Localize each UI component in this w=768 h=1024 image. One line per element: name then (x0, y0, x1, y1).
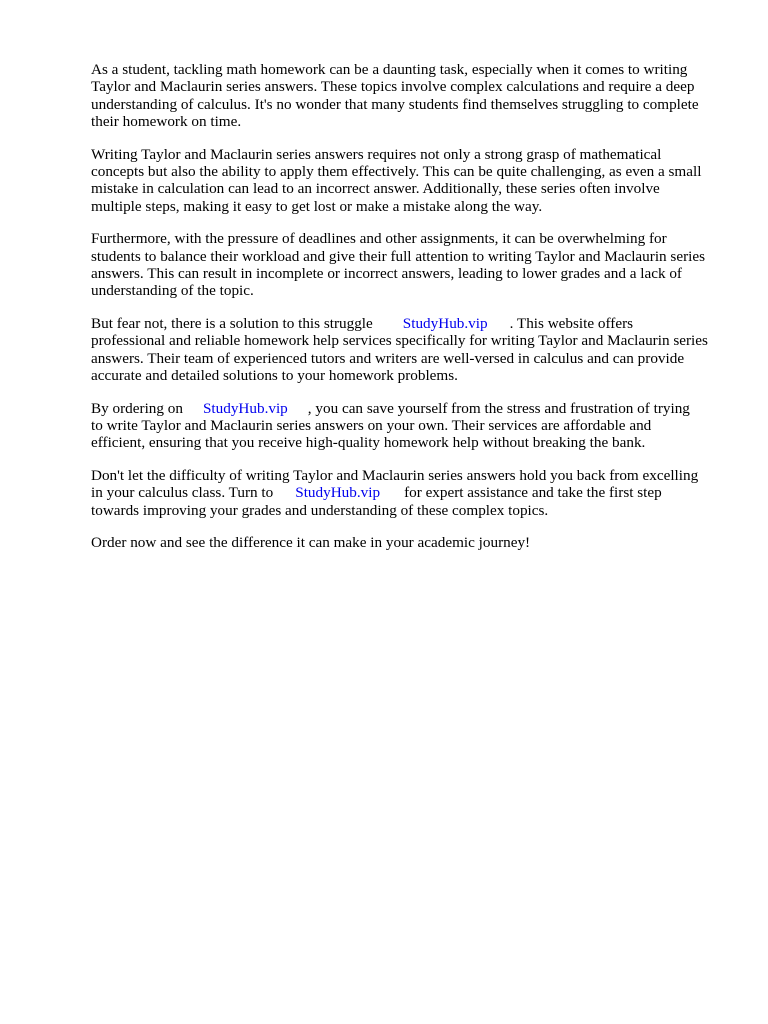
paragraph-intro (91, 61, 731, 131)
text-segment: . This website offers (509, 314, 634, 332)
studyhub-link[interactable]: StudyHub.vip (402, 314, 488, 332)
text-line: students to balance their workload and give their full attention to writing Taylor and Maclaurin series (91, 247, 706, 265)
text-line-with-link (91, 400, 731, 417)
text-segment: By ordering on (91, 399, 183, 417)
text-line: understanding of the topic. (91, 282, 254, 300)
text-line: to write Taylor and Maclaurin series answers on your own. Their services are affordable and (91, 416, 652, 434)
text-line: mistake in calculation can lead to an incorrect answer. Additionally, these series often involve (91, 180, 660, 198)
text-line: their homework on time. (91, 113, 242, 131)
text-line: towards improving your grades and understanding of these complex topics. (91, 501, 549, 519)
studyhub-link[interactable]: StudyHub.vip (295, 484, 381, 502)
paragraph-call-to-action (91, 467, 731, 519)
text-line: understanding of calculus. It's no wonder that many students find themselves struggling to complete (91, 95, 699, 113)
studyhub-link[interactable]: StudyHub.vip (202, 399, 288, 417)
text-line-with-link (91, 315, 731, 332)
text-line: answers. Their team of experienced tutors and writers are well-versed in calculus and can provide (91, 349, 685, 367)
paragraph-ordering (91, 400, 731, 452)
text-line: Writing Taylor and Maclaurin series answers requires not only a strong grasp of mathematical (91, 145, 662, 163)
paragraph-pressure (91, 230, 731, 300)
text-line: Order now and see the difference it can make in your academic journey! (91, 533, 531, 551)
paragraph-solution (91, 315, 731, 385)
text-line: accurate and detailed solutions to your homework problems. (91, 367, 458, 385)
text-segment: But fear not, there is a solution to this struggle (91, 314, 373, 332)
text-line: Taylor and Maclaurin series answers. These topics involve complex calculations and require a deep (91, 78, 695, 96)
text-line: As a student, tackling math homework can be a daunting task, especially when it comes to writing (91, 61, 688, 78)
text-line: efficient, ensuring that you receive high-quality homework help without breaking the bank. (91, 434, 646, 452)
paragraph-difficulty (91, 146, 731, 216)
text-line: professional and reliable homework help services specifically for writing Taylor and Maclaurin series (91, 332, 708, 350)
text-segment: for expert assistance and take the first step (404, 484, 662, 502)
text-segment: in your calculus class. Turn to (91, 484, 274, 502)
text-line: Don't let the difficulty of writing Taylor and Maclaurin series answers hold you back from excelling (91, 466, 699, 484)
text-line: Furthermore, with the pressure of deadlines and other assignments, it can be overwhelming for (91, 230, 667, 248)
paragraph-closing (91, 534, 731, 551)
text-line-with-link (91, 484, 731, 501)
text-line: answers. This can result in incomplete or incorrect answers, leading to lower grades and a lack of (91, 265, 682, 283)
text-line: concepts but also the ability to apply them effectively. This can be quite challenging, as even a small (91, 163, 702, 181)
text-segment: , you can save yourself from the stress and frustration of trying (307, 399, 690, 417)
document-body (91, 61, 731, 566)
text-line: multiple steps, making it easy to get lost or make a mistake along the way. (91, 197, 543, 215)
